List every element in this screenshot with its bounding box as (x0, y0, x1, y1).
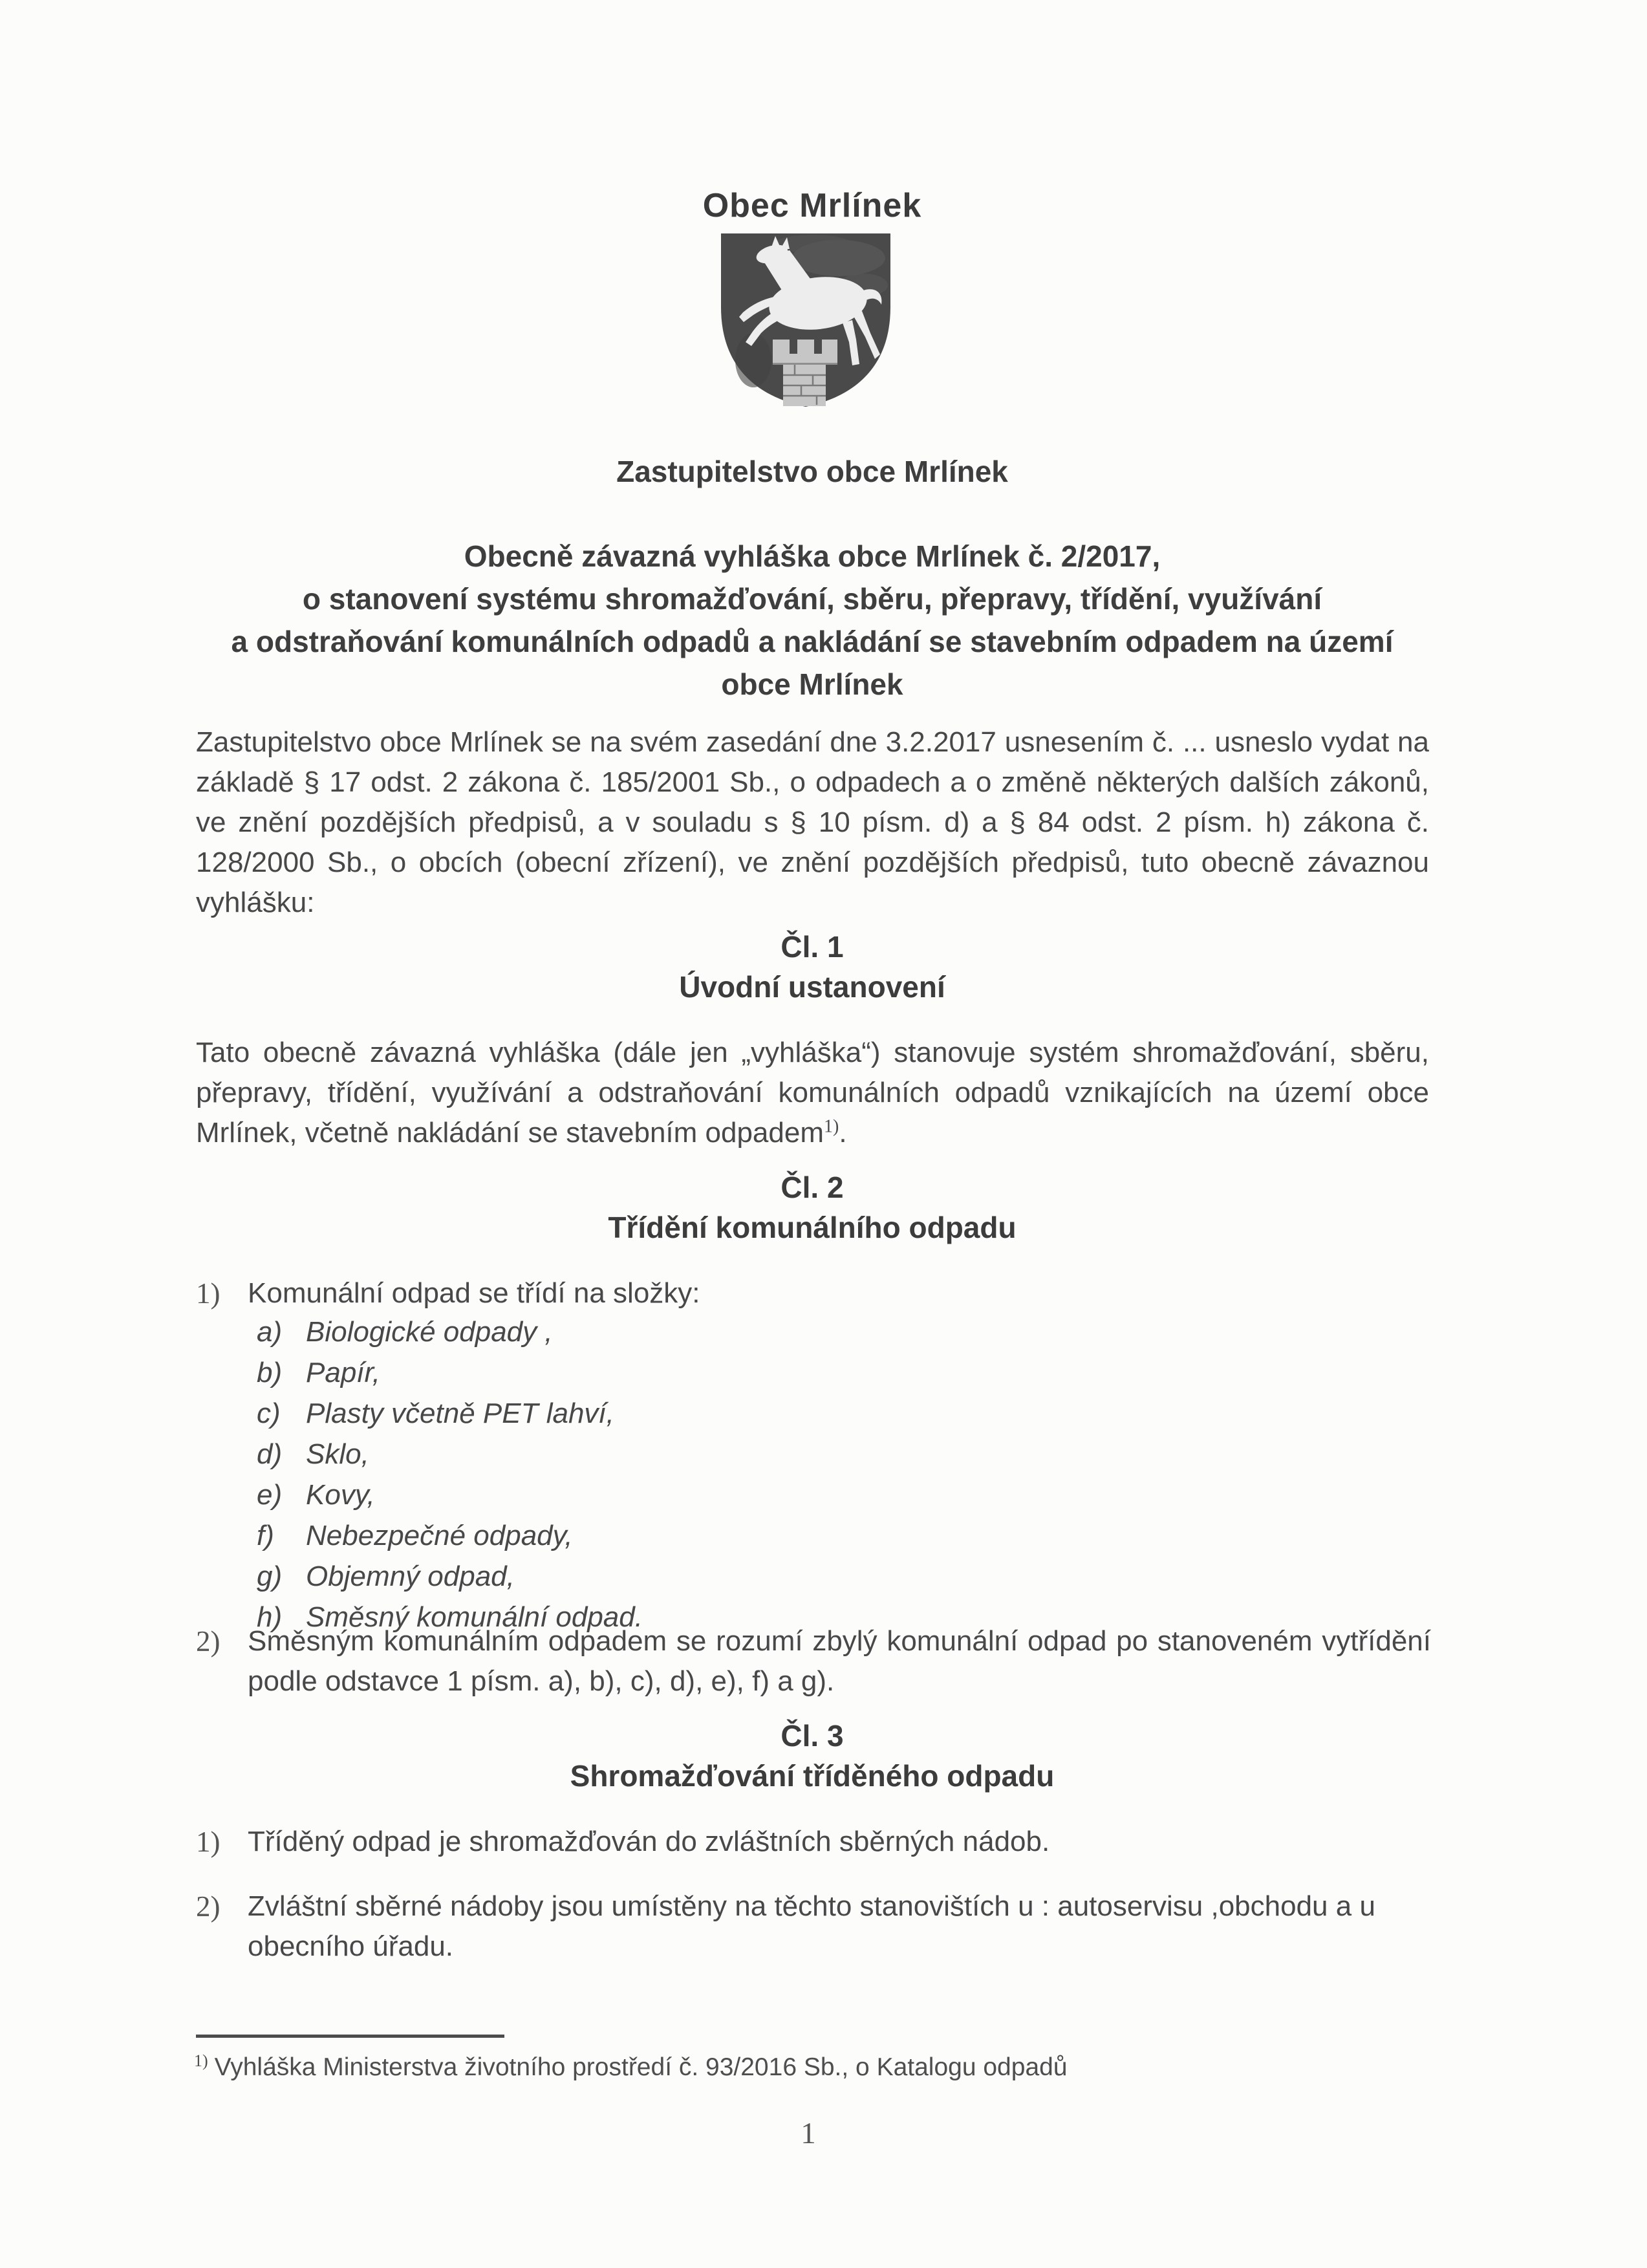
list-item-marker: 2) (196, 1625, 221, 1658)
sublist-item-marker: d) (257, 1438, 283, 1470)
council-heading: Zastupitelstvo obce Mrlínek (616, 455, 1008, 488)
sublist-item-f (257, 1515, 643, 1556)
sublist-item-text: Papír, (306, 1357, 380, 1388)
footnote (194, 2051, 1455, 2082)
sublist-item-text: Plasty včetně PET lahví, (306, 1398, 614, 1429)
sublist-item-marker: f) (257, 1520, 274, 1551)
page-title: Obec Mrlínek (702, 187, 922, 224)
list-item-2-1 (196, 1273, 1431, 1313)
waste-types-sublist (257, 1312, 643, 1637)
list-item-marker: 2) (196, 1890, 221, 1923)
article-1-body-suffix: . (839, 1117, 847, 1149)
sublist-item-d (257, 1434, 643, 1474)
sublist-item-g (257, 1556, 643, 1597)
article-1-heading (0, 927, 1624, 1007)
article-3-heading (0, 1716, 1624, 1796)
sublist-item-text: Biologické odpady , (306, 1316, 553, 1348)
list-item-text: Zvláštní sběrné nádoby jsou umístěny na těchto stanovištích u : autoservisu ,obchodu a u obecního úřadu. (248, 1890, 1375, 1962)
article-2-heading (0, 1167, 1624, 1247)
sublist-item-e (257, 1474, 643, 1515)
coat-of-arms (716, 231, 896, 409)
preamble-paragraph: Zastupitelstvo obce Mrlínek se na svém zasedání dne 3.2.2017 usnesením č. ... usneslo vydat na základě § 17 odst. 2 zákona č. 185/2001 Sb., o odpadech a o změně některých dalších zákonů, ve znění pozdějších předpisů, a v souladu s § 10 písm. d) a § 84 odst. 2 písm. h) zákona č. 128/2000 Sb., o obcích (obecní zřízení), ve znění pozdějších předpisů, tuto obecně závaznou vyhlášku: (196, 726, 1429, 918)
sublist-item-marker: a) (257, 1316, 283, 1348)
article-3-number: Čl. 3 (780, 1719, 844, 1753)
decree-title-line-1: Obecně závazná vyhláška obce Mrlínek č. 2/2017, (464, 539, 1161, 573)
list-item-text: Směsným komunálním odpadem se rozumí zbylý komunální odpad po stanoveném vytřídění podle odstavce 1 písm. a), b), c), d), e), f) a g). (248, 1625, 1431, 1697)
article-2-title: Třídění komunálního odpadu (608, 1211, 1017, 1244)
footnote-divider (196, 2035, 504, 2038)
sublist-item-marker: e) (257, 1479, 283, 1511)
article-3-title: Shromažďování tříděného odpadu (570, 1759, 1055, 1793)
sublist-item-text: Směsný komunální odpad. (306, 1601, 643, 1633)
decree-title-line-2: o stanovení systému shromažďování, sběru, přepravy, třídění, využívání (302, 582, 1322, 616)
sublist-item-marker: g) (257, 1561, 283, 1592)
list-item-2-2 (196, 1621, 1431, 1701)
footnote-marker: 1) (194, 2051, 208, 2070)
article-1-body (196, 1033, 1429, 1153)
sublist-item-text: Sklo, (306, 1438, 369, 1470)
sublist-item-marker: h) (257, 1601, 283, 1633)
page-number: 1 (801, 2117, 816, 2150)
sublist-item-a (257, 1312, 643, 1352)
list-item-3-2 (196, 1886, 1431, 1967)
sublist-item-text: Nebezpečné odpady, (306, 1520, 573, 1551)
coat-of-arms-icon (716, 231, 896, 409)
sublist-item-marker: b) (257, 1357, 283, 1388)
article-1-number: Čl. 1 (780, 930, 844, 964)
footnote-ref-marker: 1) (824, 1116, 839, 1137)
list-item-3-1 (196, 1822, 1431, 1862)
list-item-text: Tříděný odpad je shromažďován do zvláštních sběrných nádob. (248, 1826, 1050, 1857)
sublist-item-text: Objemný odpad, (306, 1561, 515, 1592)
decree-title-line-3: a odstraňování komunálních odpadů a nakládání se stavebním odpadem na území (231, 625, 1394, 658)
sublist-item-marker: c) (257, 1398, 281, 1429)
sublist-item-text: Kovy, (306, 1479, 375, 1511)
list-item-text: Komunální odpad se třídí na složky: (248, 1277, 700, 1309)
article-1-body-text: Tato obecně závazná vyhláška (dále jen „vyhláška“) stanovuje systém shromažďování, sběru, přepravy, třídění, využívání a odstraňování komunálních odpadů vznikajících na území obce Mrlínek, včetně nakládání se stavebním odpadem (196, 1037, 1429, 1149)
sublist-item-b (257, 1352, 643, 1393)
decree-title-line-4: obce Mrlínek (721, 667, 903, 701)
article-1-title: Úvodní ustanovení (679, 970, 945, 1004)
list-item-marker: 1) (196, 1826, 221, 1858)
list-item-marker: 1) (196, 1277, 221, 1310)
footnote-text: Vyhláška Ministerstva životního prostředí č. 93/2016 Sb., o Katalogu odpadů (214, 2053, 1068, 2081)
sublist-item-c (257, 1393, 643, 1434)
article-2-number: Čl. 2 (780, 1171, 844, 1204)
decree-title (0, 535, 1624, 706)
